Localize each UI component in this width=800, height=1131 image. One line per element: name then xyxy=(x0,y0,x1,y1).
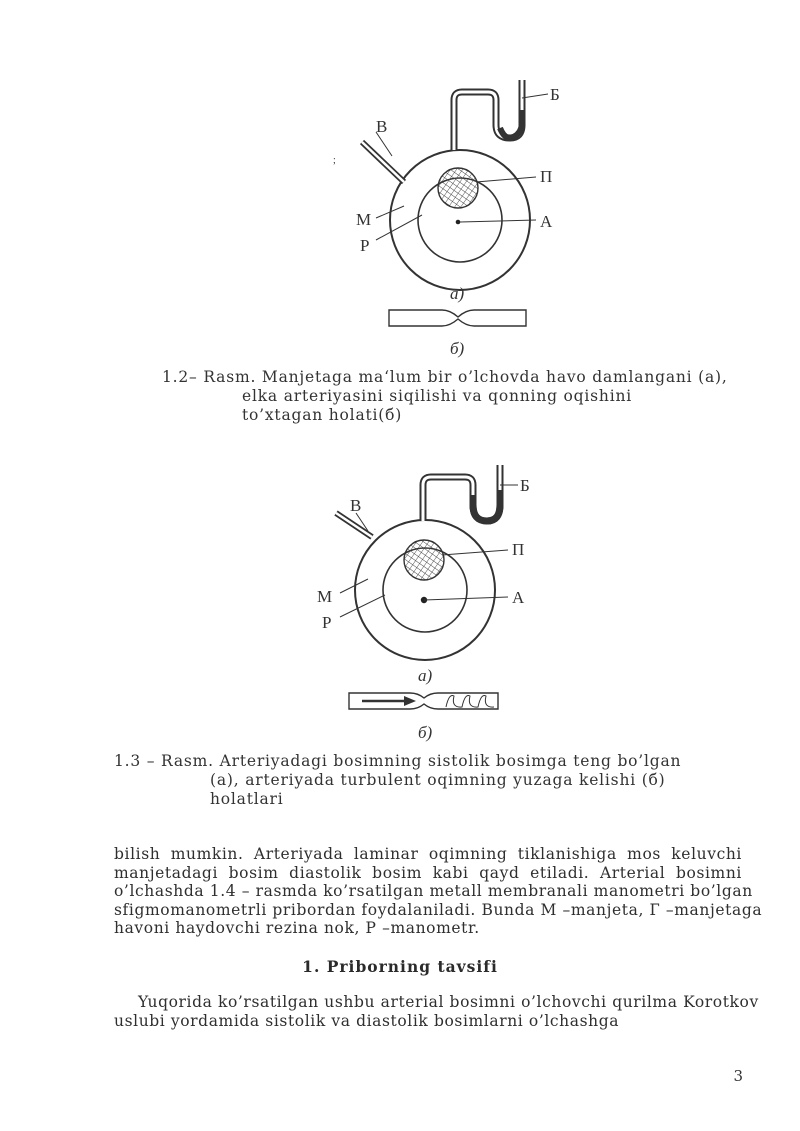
label-v: В xyxy=(350,496,362,515)
label-a: А xyxy=(540,212,553,231)
figure-1-3-caption xyxy=(114,752,681,809)
caption-line: to’xtagan holati(б) xyxy=(242,406,403,424)
text-line: bilish mumkin. Arteriyada laminar oqimning tiklanishiga mos keluvchi xyxy=(114,845,742,863)
caption-line: (a), arteriyada turbulent oqimning yuzaga kelishi (б) xyxy=(210,771,666,789)
body-paragraph-1 xyxy=(114,845,763,938)
turbulence-swirls xyxy=(446,695,494,707)
caption-line: 1.3 – Rasm. Arteriyadagi bosimning sistolik bosimga teng bo’lgan xyxy=(114,752,682,770)
svg-text:;: ; xyxy=(333,155,336,166)
label-m: М xyxy=(356,210,372,229)
text-line: uslubi yordamida sistolik va diastolik bosimlarni o’lchashga xyxy=(114,1011,620,1030)
subfigure-a-label: а) xyxy=(418,666,433,685)
flow-arrow-head xyxy=(404,696,416,706)
figure-1-3-diagram xyxy=(300,455,600,745)
label-p: П xyxy=(540,167,553,186)
label-m: М xyxy=(317,587,333,606)
label-v: В xyxy=(376,117,388,136)
label-b: Б xyxy=(520,476,530,495)
caption-line: elka arteriyasini siqilishi va qonning oqishini xyxy=(242,387,632,405)
artery-dot xyxy=(456,220,461,225)
caption-line: 1.2– Rasm. Manjetaga ma‘lum bir o’lchovda havo damlangani (a), xyxy=(162,368,728,386)
text-line: havoni haydovchi rezina nok, P –manometr. xyxy=(114,919,480,937)
text-line: Yuqorida ko’rsatilgan ushbu arterial bosimni o’lchovchi qurilma Korotkov xyxy=(138,993,759,1011)
subfigure-b-label: б) xyxy=(450,339,465,358)
page-number: 3 xyxy=(733,1067,743,1085)
figure-1-2-caption xyxy=(162,368,728,425)
label-r: Р xyxy=(322,613,332,632)
figure-1-2-diagram xyxy=(300,70,600,360)
caption-line: holatlari xyxy=(210,790,284,808)
text-line: o’lchashda 1.4 – rasmda ko’rsatilgan metall membranali manometri bo’lgan xyxy=(114,882,753,900)
label-b: Б xyxy=(550,85,560,104)
label-a: А xyxy=(512,588,525,607)
manometer-fluid xyxy=(473,490,500,521)
section-heading: 1. Priborning tavsifi xyxy=(302,957,498,976)
subfigure-a-label: а) xyxy=(450,284,465,303)
subfigure-b-label: б) xyxy=(418,723,433,742)
label-p: П xyxy=(512,540,525,559)
bone-hatched xyxy=(438,168,478,208)
compressed-artery xyxy=(389,310,526,326)
label-r: Р xyxy=(360,236,370,255)
text-line: sfigmomanometrli pribordan foydalaniladi. Bunda M –manjeta, Г –manjetaga xyxy=(114,900,763,919)
manometer-tube xyxy=(423,465,500,521)
text-line: manjetadagi bosim diastolik bosim kabi qayd etiladi. Arterial bosimni xyxy=(114,863,742,882)
body-paragraph-2 xyxy=(114,993,759,1030)
bone-hatched xyxy=(404,540,444,580)
